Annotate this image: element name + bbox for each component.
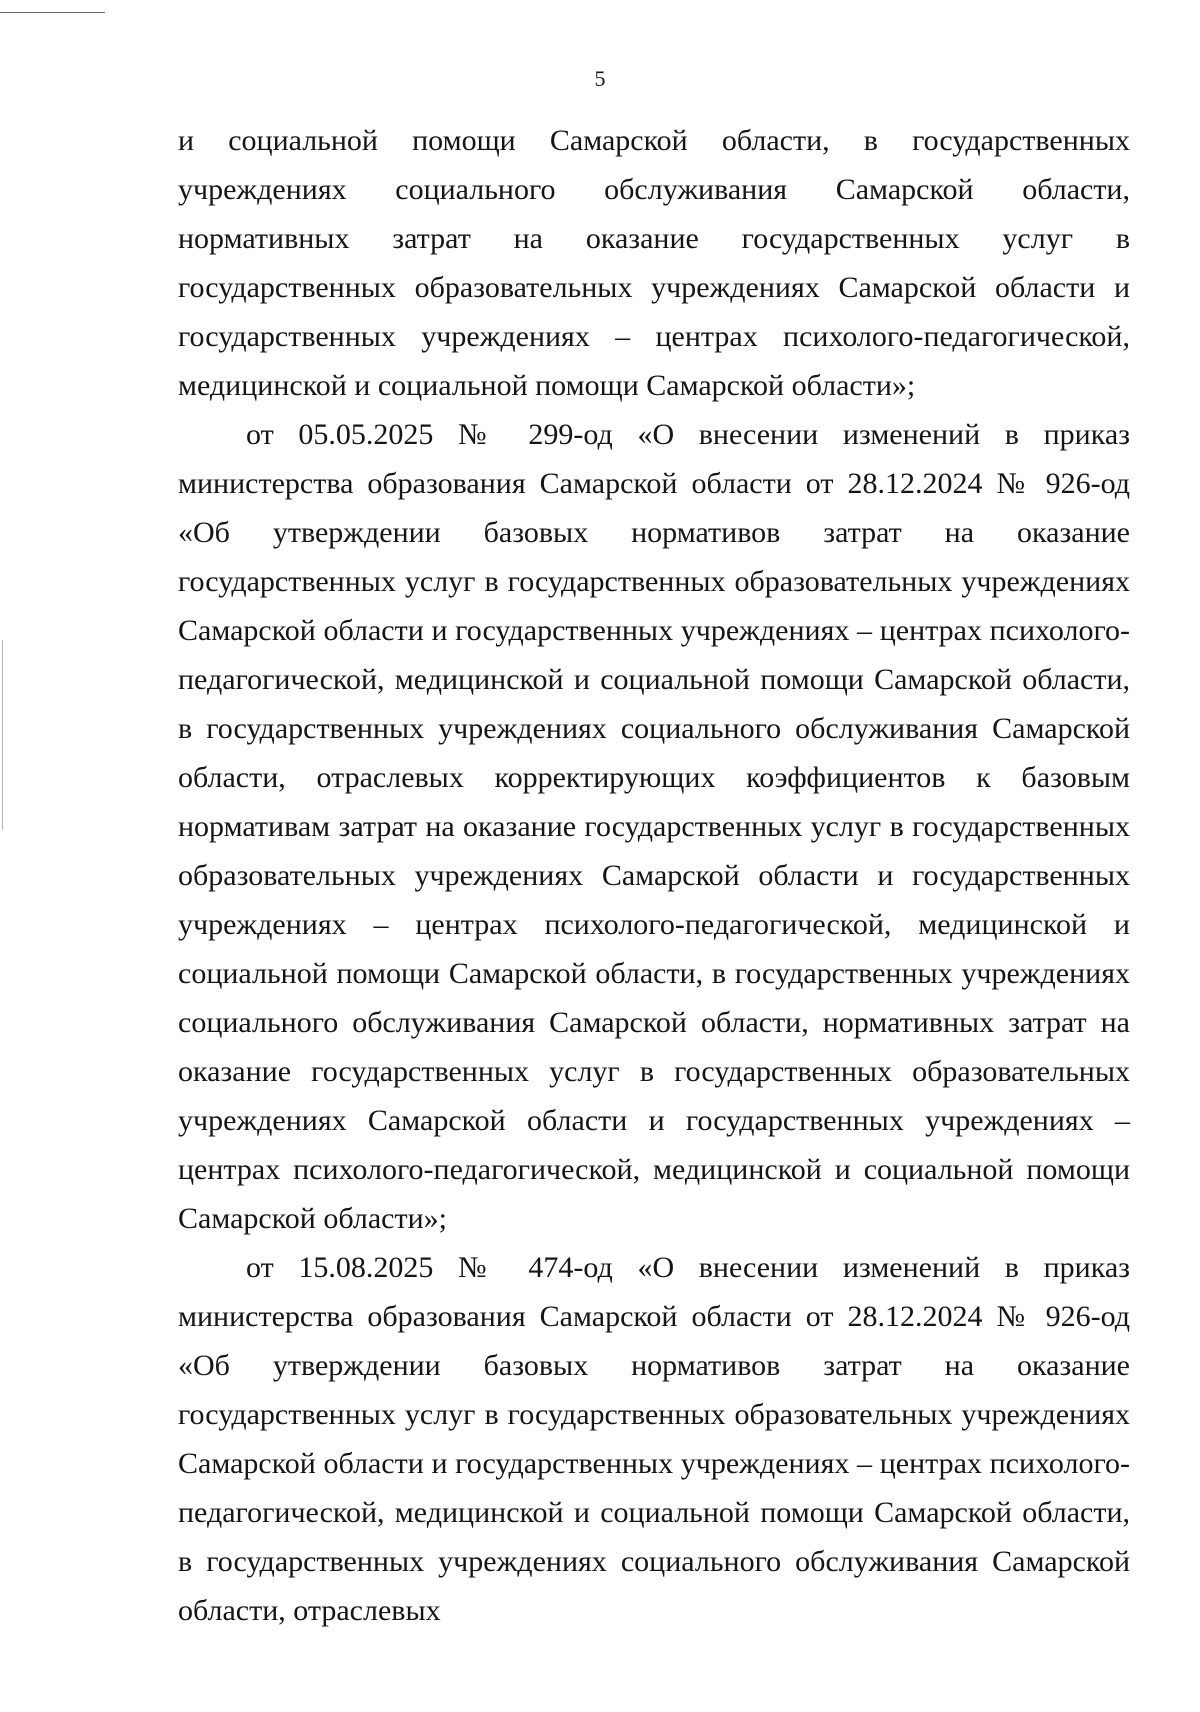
- document-body: [178, 116, 1130, 1635]
- scan-edge-mark: [0, 12, 105, 13]
- page-number: 5: [594, 66, 606, 91]
- paragraph-order-299: от 05.05.2025 № 299-од «О внесении изменений в приказ министерства образования Самарской области от 28.12.2024 № 926-од «Об утверждении базовых нормативов затрат на оказание государственных услуг в государственных образовательных учреждениях Самарской области и государственных учреждениях – центрах психолого-педагогической, медицинской и социальной помощи Самарской области, в государственных учреждениях социального обслуживания Самарской области, отраслевых корректирующих коэффициентов к базовым нормативам затрат на оказание государственных услуг в государственных образовательных учреждениях Самарской области и государственных учреждениях – центрах психолого-педагогической, медицинской и социальной помощи Самарской области, в государственных учреждениях социального обслуживания Самарской области, нормативных затрат на оказание государственных услуг в государственных образовательных учреждениях Самарской области и государственных учреждениях – центрах психолого-педагогической, медицинской и социальной помощи Самарской области»;: [178, 418, 1130, 1235]
- scan-edge-mark-left: [2, 640, 3, 830]
- paragraph-order-474: от 15.08.2025 № 474-од «О внесении изменений в приказ министерства образования Самарской области от 28.12.2024 № 926-од «Об утверждении базовых нормативов затрат на оказание государственных услуг в государственных образовательных учреждениях Самарской области и государственных учреждениях – центрах психолого-педагогической, медицинской и социальной помощи Самарской области, в государственных учреждениях социального обслуживания Самарской области, отраслевых: [178, 1251, 1130, 1627]
- paragraph-continuation: и социальной помощи Самарской области, в государственных учреждениях социального обслуживания Самарской области, нормативных затрат на оказание государственных услуг в государственных образовательных учреждениях Самарской области и государственных учреждениях – центрах психолого-педагогической, медицинской и социальной помощи Самарской области»;: [178, 124, 1130, 402]
